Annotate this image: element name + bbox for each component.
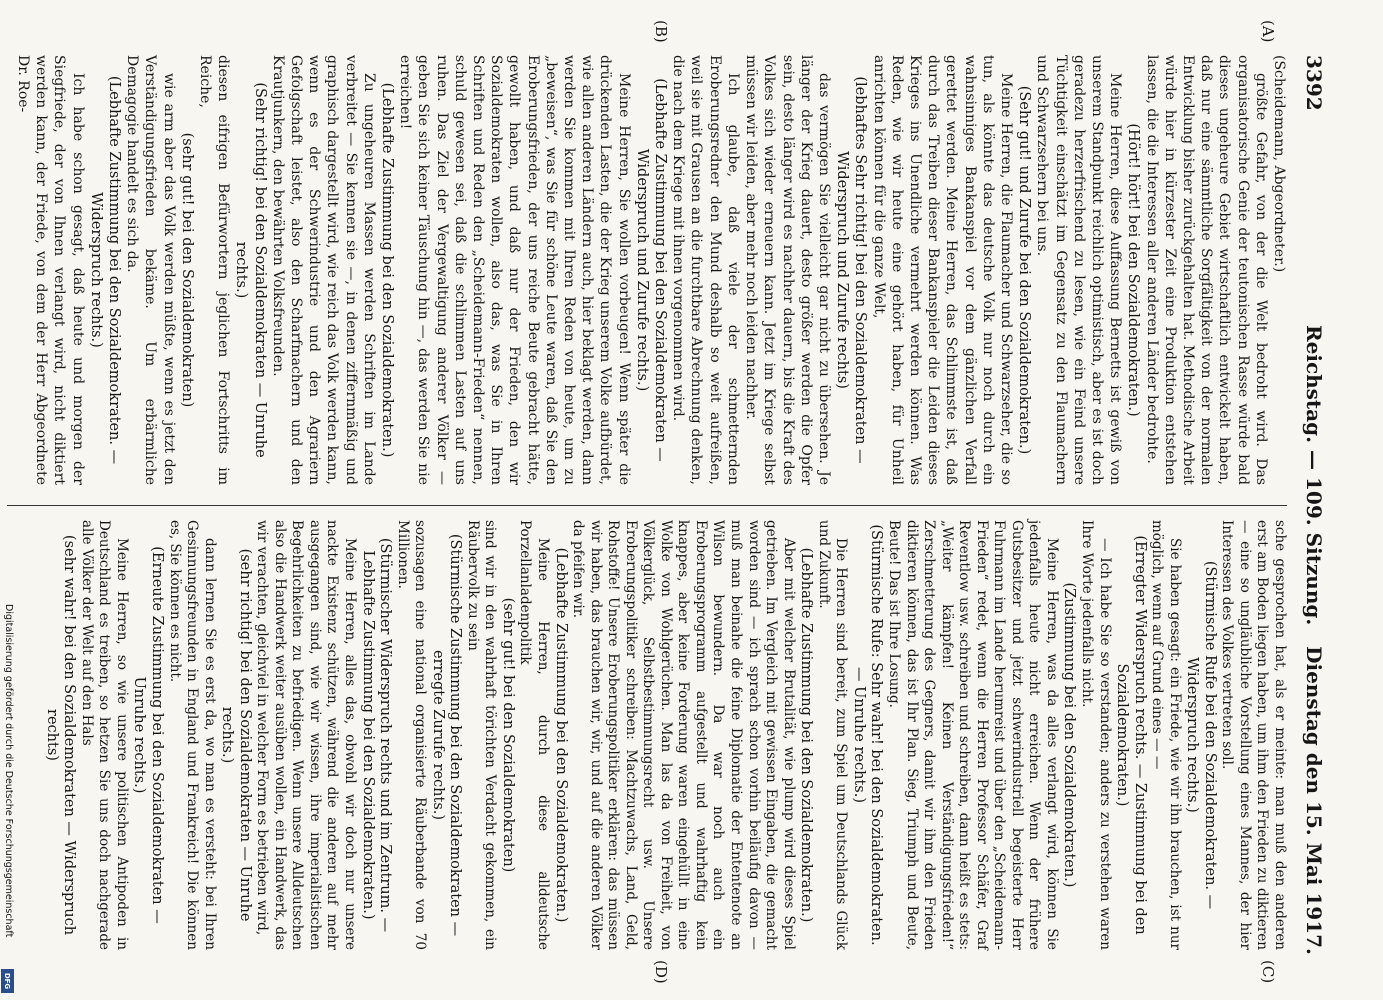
interjection: (Stürmische Rufe bei den Sozialdemokraten. — Widerspruch rechts.)	[1184, 560, 1218, 910]
interjection: (sehr wahr! bei den Sozialdemokraten — Widerspruch rechts)	[43, 534, 78, 936]
column-divider	[7, 505, 1287, 506]
paragraph: wie arm aber das Volk werden müßte, wenn es jetzt den Verständigungsfrieden bekäme. Um erbärmliche Demagogie handelt es sich da.	[124, 55, 177, 485]
dfg-logo-label: DFG	[3, 972, 12, 990]
paragraph: dann lernen Sie es erst da, wo man es versteht: bei Ihren Gesinnungsfreunden in England und Frankreich! Die können es, Sie können es nicht.	[166, 520, 218, 950]
paragraph: Ich glaube, daß viele der schmetternden Eroberungsredner den Mund deshalb so weit aufreißen, weil sie mit Grausen an die furchtbare Abrechnung denken, die nach dem Kriege mit ihnen vorgenommen wird.	[670, 55, 741, 485]
paragraph: Meine Herren, so wie unsere politischen Antipoden in Deutschland es treiben, so hetzen Sie uns doch nachgerade alle Völker der Welt auf den Hals	[78, 520, 130, 950]
interjection: (Lebhafte Zustimmung bei den Sozialdemokraten.)	[798, 547, 815, 923]
margin-marker-d: (D)	[652, 960, 670, 984]
dfg-logo-icon	[1, 969, 14, 993]
interjection: (Stürmische Zustimmung bei den Sozialdemokraten — erregte Zurufe rechts.)	[429, 533, 464, 937]
interjection: (Lebhafte Zustimmung bei den Sozialdemokraten. — Widerspruch rechts.)	[87, 75, 122, 465]
interjection: (Sehr gut! und Zurufe bei den Sozialdemokraten.)	[1016, 85, 1033, 455]
interjection: (Sehr richtig! bei den Sozialdemokraten — Unruhe rechts.)	[233, 82, 268, 458]
interjection: (Lebhafte Zustimmung bei den Sozialdemokraten.)	[552, 547, 569, 923]
header-title: Reichstag. — 109. Sitzung.	[1302, 325, 1326, 626]
margin-marker-b: (B)	[652, 20, 670, 43]
paragraph: Meine Herren, alles das, obwohl wir doch nur unsere nackte Existenz schützen, während die anderen auf mehr ausgegangen sind, wie wir wissen, ihre imperialistischen Begehrlichkeiten zu befriedigen. Wenn unsere Alldeutschen also die Handwerk weiter ausüben wollen, ein Handwerk, das wir verachten, gleichviel in welcher Form es betrieben wird,	[254, 520, 359, 950]
paragraph: Die Herren sind bereit, zum Spiel um Deutschlands Glück und Zukunft.	[815, 520, 850, 950]
page-number: 3392	[1302, 55, 1326, 111]
interjection: (Lebhafte Zustimmung bei den Sozialdemokraten.)	[379, 82, 396, 458]
interjection: (sehr richtig! bei den Sozialdemokraten — Unruhe rechts.)	[219, 548, 253, 922]
paragraph: Meine Herren, diese Auffassung Bernetts ist gewiß von unserem Standpunkt reichlich optimistisch, aber es ist doch geradezu herzerfrischend zu lesen, wie ein Feind unsere Tüchtigkeit einschätzt im Gegensatz zu den Flaumachern und Schwarzsehern bei uns.	[1034, 55, 1124, 485]
paragraph: sozusagen eine national organisierte Räuberbande von 70 Millionen.	[394, 520, 429, 950]
margin-marker-c: (C)	[1259, 960, 1277, 984]
paragraph: Meine Herren, was da alles verlangt wird, können Sie jedenfalls heute nicht erreichen. Wenn der frühere Gutsbesitzer und jetzt schwerindustriell begeisterte Herr Fuhrmann im Lande herumreist und über den „Scheidemann-Frieden“ redet, wenn die Herren Professor Schäfer, Graf Reventlow usw. schreiben und schreiben, dann heißt es stets: „Weiter kämpfen! Keinen Verständigungsfrieden!“ Zerschmetterung des Gegners, damit wir ihm den Frieden diktieren können, das ist Ihr Plan. Sieg, Triumph und Beute, Beute! Das ist Ihre Losung.	[885, 520, 1060, 950]
paragraph: Sie haben gesagt: ein Friede, wie wir ihn brauchen, ist nur möglich, wenn auf Grund eines — —	[1149, 520, 1183, 950]
paragraph: Aber mit welcher Brutalität, wie plump wird dieses Spiel getrieben. Im Vergleich mit gewissen Eingaben, die gemacht worden sind — ich sprach schon vorhin beiläufig davon — muß man beinahe die feine Diplomatie der Ententenote an Wilson bewundern. Da war noch auch ein Eroberungsprogramm aufgestellt und wahrhaftig kein knappes, aber keine Forderung waren eingehüllt in eine Wolke von Wohlgerüchen. Man las da von Freiheit, von Völkerglück, Selbstbestimmungsrecht usw. Unsere Eroberungspolitiker schreiben: Machtzuwachs, Land, Geld, Rohstoffe! Unsere Eroberungspolitiker erklären: das müssen wir haben, das brauchen wir, wir, und auf die anderen Völker da pfeifen wir.	[570, 520, 797, 950]
paragraph: sche gesprochen hat, als er meinte: man muß den anderen erst am Boden liegen haben, um ihm den Frieden zu diktieren — eine so ungläubliche Vorstellung eines Mannes, der hier Interessen des Volkes vertreten soll.	[1219, 520, 1288, 950]
left-text-column	[13, 55, 1288, 485]
paragraph: größte Gefahr, von der die Welt bedroht wird. Das organisatorische Genie der teutonischen Rasse würde bald dieses ungeheure Gebiet wirtschaftlich entwickelt haben, daß nur eine sämmtliche Sorgfältigkeit von der normalen Entwicklung bisher zurückgehalten hat. Methodische Arbeit würde hier in kürzester Zeit eine Produktion entstehen lassen, die die Interessen aller anderen Länder bedrohte.	[1143, 55, 1269, 485]
paragraph: — Ich habe Sie so verstanden; anders zu verstehen waren Ihre Worte jedenfalls nicht.	[1078, 520, 1113, 950]
interjection: (Lebhafte Zustimmung bei den Sozialdemokraten — Widerspruch und Zurufe rechts.)	[633, 78, 669, 462]
interjection: (sehr gut! bei den Sozialdemokraten)	[178, 132, 195, 408]
paragraph: sind wir in den wahrhaft törichten Verdacht gekommen, ein Räubervolk zu sein	[464, 520, 499, 950]
credit-text: Digitalisierung gefördert durch die Deutsche Forschungsgemeinschaft	[3, 604, 14, 938]
interjection: (Stürmische Rufe: Sehr wahr! bei den Sozialdemokraten. — Unruhe rechts.)	[850, 524, 885, 946]
paragraph: diesen eifrigen Befürwortern jeglichen Fortschritts im Reiche,	[197, 55, 232, 485]
page-header	[1290, 55, 1334, 955]
interjection: (sehr gut! bei den Sozialdemokraten)	[499, 597, 516, 873]
right-text-column	[13, 520, 1288, 950]
paragraph: Meine Herren, Sie wollen vorbeugen! Wenn später die drückenden Lasten, die der Krieg unserem Volke aufbürdet, wie allen anderen Ländern auch, hier beklagt werden, dann werden Sie kommen mit Ihren Reden von heute, um zu „beweisen“, was Sie für schöne Leute waren, daß Sie den Eroberungsfrieden, der uns reiche Beute gebracht hätte, gewollt haben, und daß nur der Frieden, den wir Sozialdemokraten wollen, also das, was Sie in Ihren Schriften und Reden den „Scheidemann-Frieden“ nennen, schuld gewesen sei, daß die schlimmen Lasten auf uns ruhen. Das Ziel der Vergewaltigung anderer Völker — geben Sie sich keiner Täuschung hin —, das werden Sie nie erreichen!	[397, 55, 632, 485]
interjection: (Hört! hört! bei den Sozialdemokraten.)	[1125, 123, 1142, 417]
paragraph: das vermögen Sie vielleicht gar nicht zu übersehen. Je länger der Krieg dauert, desto größer werden die Opfer sein, desto länger wird es nachher dauern, bis die Kraft des Volkes sich wieder erneuern kann. Jetzt im Kriege selbst müssen wir leiden, aber mehr noch leiden nachher.	[743, 55, 832, 485]
interjection: (Erneute Zustimmung bei den Sozialdemokraten — Unruhe rechts.)	[131, 546, 165, 924]
interjection: (Stürmischer Widerspruch rechts und im Zentrum. — Lebhafte Zustimmung bei den Sozialdemokraten.)	[359, 537, 394, 933]
interjection: (Erregter Widerspruch rechts. — Zustimmung bei den Sozialdemokraten.)	[1114, 535, 1148, 935]
paragraph: Zu ungeheuren Massen werden Schriften im Lande verbreitet — Sie kennen sie —, in denen ziffernmäßig und graphisch dargestellt wird, wie reich das Volk werden kann, wenn es der Schwerindustrie und den Agrariern Gefolgschaft leistet, also den Scharfmachern und den Krautjunkern, den bewährten Volksfreunden.	[269, 55, 377, 485]
interjection: (lebhaftes Sehr richtig! bei den Sozialdemokraten — Widerspruch und Zurufe rechts)	[834, 76, 869, 464]
margin-marker-a: (A)	[1259, 20, 1277, 43]
paragraph: Ich habe schon gesagt, daß heute und morgen der Siegfriede, der von Ihnen verlangt wird, nicht diktiert werden kann, der Friede, von dem der Herr Abgeordnete Dr. Roe-	[14, 55, 86, 485]
digitization-credit	[0, 604, 14, 996]
interjection: (Zustimmung bei den Sozialdemokraten.)	[1061, 582, 1078, 888]
paragraph: (Scheidemann, Abgeordneter.)	[1271, 55, 1287, 273]
paragraph: Meine Herren, durch diese alldeutsche Porzellanladenpolitik	[517, 520, 552, 950]
paragraph: Meine Herren, die Flaumacher und Schwarzseher, die so tun, als könnte das deutsche Volk nur noch durch ein wahnsinniges Bankanspiel vor dem gänzlichen Verfall gerettet werden. Meine Herren, das Schlimmste ist, daß durch das Treiben dieser Bankanspieler die Leiden dieses Krieges ins Unendliche vermehrt werden können. Was Reden, wie wir heute eine gehört haben, für Unheil anrichten können für die ganze Welt,	[870, 55, 1014, 485]
header-date: Dienstag den 15. Mai 1917.	[1302, 646, 1326, 955]
